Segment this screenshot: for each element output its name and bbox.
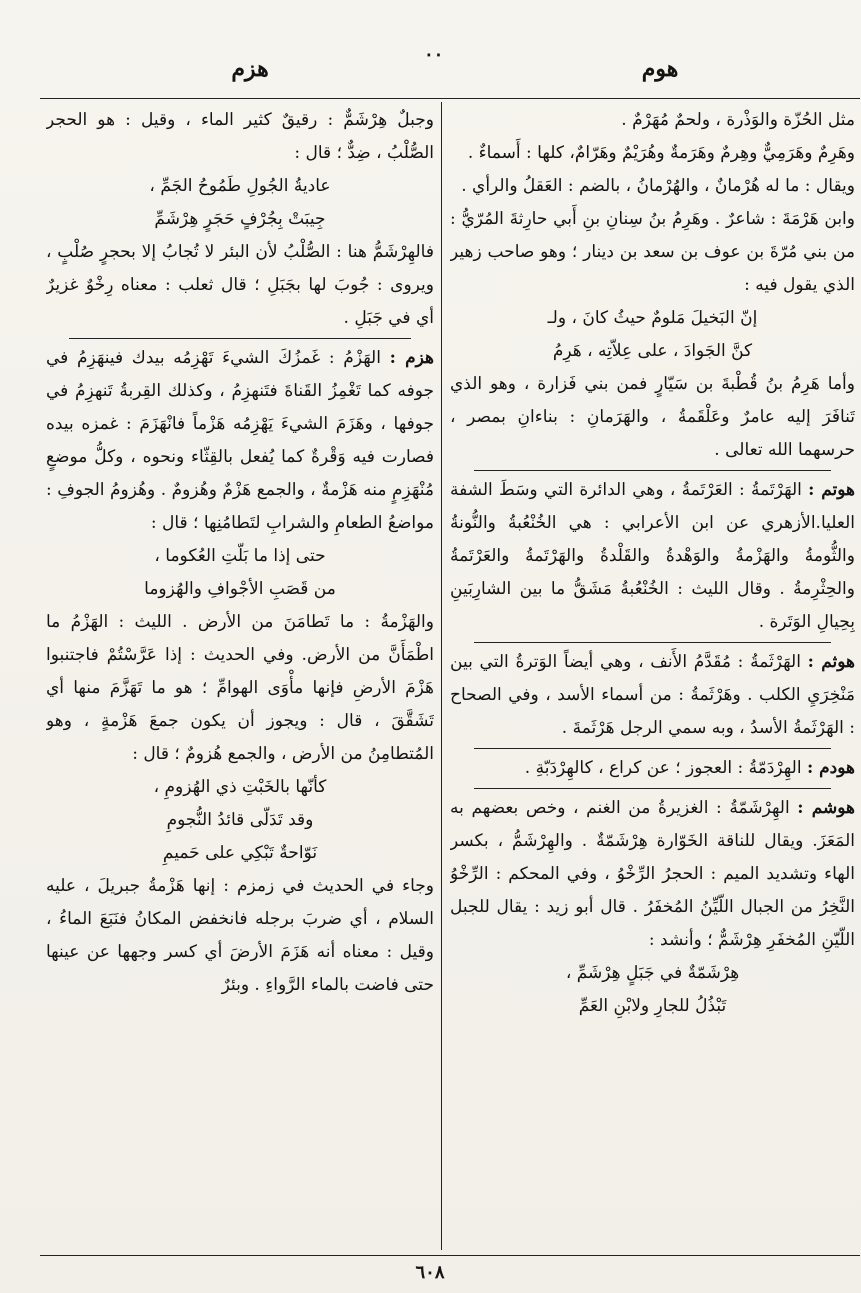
verse-line: وقد تَدَلّى قائدُ النُّجومِ (166, 810, 314, 830)
entry-text: الهَزْمُ : غَمزُكَ الشيءَ تَهْزِمُه بيدك فينهَزِمُ في جوفه كما تَغْمِزُ القَناةَ فتَنهزِمُ ، وكذلك القِربةُ تَنهزِمُ في جوفها ، وهَزَمَ الشيءَ يَهْزِمُه هَزْماً فانْهَزَمَ : غمزه بيده فصارت فيه وَقْرةٌ كما يُفعل بالقِثّاء ونحوه ، وكلُّ موضعٍ مُنْهَزِمٍ منه هَزْمةٌ ، والجمع هَزْمٌ وهُزومٌ . وهُزومُ الجوفِ : مواضعُ الطعامِ والشرابِ لتَطامُنِها ؛ قال : (46, 348, 434, 533)
verse-line: كأنّها بالخَبْتِ ذي الهُزومِ ، (153, 777, 327, 797)
verse-line: جِيبَتْ بِجُرْفٍ حَجَرٍ هِرْشَمِّ (154, 209, 326, 229)
top-rule (40, 98, 860, 99)
entry-text: الهَرْتَمةُ : العَرْتَمةُ ، وهي الدائرة التي وسَطَ الشفة العليا.الأزهري عن ابن الأعرابي : هي الخُنْعُبةُ والنُّونةُ والثُّومةُ والهَزْمةُ والوَهْدةُ والقَلْدةُ والهَرْتَمةُ والعَرْتَمةُ والحِثْرِمةُ . وقال الليث : الخُنْعُبةُ مَشَقُّ ما بين الشارِبَينِ بِحِيالِ الوَتَرة . (450, 480, 855, 632)
verse-line: كنَّ الجَوادَ ، على عِلاّتِه ، هَرِمُ (552, 341, 753, 361)
paragraph: مثل الحُزّة والوَذْرة ، ولحمٌ مُهَرْمٌ . (621, 110, 855, 130)
dictionary-entry (450, 474, 855, 639)
entry-headword: هوثم : (807, 652, 855, 672)
guide-mark: ٠٠ (424, 44, 444, 65)
entry-separator (474, 642, 830, 643)
dictionary-entry (450, 646, 855, 745)
entry-separator (474, 748, 830, 749)
paragraph: وابن هَرْمَةَ : شاعرٌ . وهَرِمُ بنُ سِنانِ بنِ أَبي حارِثةَ المُرّيُّ : من بني مُرّةَ بن عوف بن سعد بن دينار ؛ وهو صاحب زهير الذي يقول فيه : (450, 209, 855, 295)
entry-separator (69, 338, 410, 339)
entry-text: الهِرْدَمّةُ : العجوز ؛ عن كراع ، كالهِرْدَبّةِ . (524, 758, 802, 778)
bottom-rule (40, 1255, 860, 1256)
verse-line: عاديةُ الجُولِ طَمُوحُ الجَمِّ ، (149, 176, 331, 196)
entry-separator (474, 788, 830, 789)
entry-text: الهِرْشَمّةُ : الغزيرةُ من الغنم ، وخص بعضهم به المَعَزَ. ويقال للناقة الخَوّارة هِرْشَمّةٌ . والهِرْشَمُّ ، بكسر الهاء وتشديد الميم : الحجرُ الرِّخْوُ ، وفي المحكم : الرِّخْوُ النَّخِرُ من الجبال اللّيِّنُ المُخفَرُ . قال أبو زيد : يقال للجبل اللّيّنِ المُخفَرِ هِرْشَمٌّ ؛ وأنشد : (450, 798, 855, 950)
verse-line: إنّ البَخيلَ مَلومٌ حيثُ كانَ ، ولـ (547, 308, 758, 328)
dictionary-entry (46, 342, 434, 540)
right-column (450, 104, 855, 1250)
dictionary-entry (450, 752, 855, 785)
verse-line: حتى إذا ما بَلّتِ العُكوما ، (154, 546, 326, 566)
page-number: ٦٠٨ (415, 1262, 445, 1283)
entry-separator (474, 470, 830, 471)
running-head-right: هوم (641, 56, 679, 82)
entry-text: الهَرْثَمةُ : مُقَدَّمُ الأَنف ، وهي أيضاً الوَترةُ التي بين مَنْخِرَيِ الكلب . وهَرْثَمةُ : من أسماء الأسد ، وفي الصحاح : الهَرْثَمةُ الأسدُ ، وبه سمي الرجل هَرْثَمةَ . (450, 652, 855, 738)
paragraph: وجبلٌ هِرْشَمٌّ : رقيقٌ كثير الماء ، وقيل : هو الحجر الصُّلْبُ ، ضِدٌّ ؛ قال : (46, 110, 434, 163)
dictionary-entry (450, 792, 855, 957)
verse-line: تَبْذُلُ للجارِ ولابْنِ العَمِّ (578, 996, 727, 1016)
paragraph: والهَزْمةُ : ما تَطامَنَ من الأرض . الليث : الهَزْمُ ما اطْمَأَنَّ من الأرض. وفي الحديث : إذا عَرَّسْتُمْ فاجتنبوا هَزْمَ الأرضِ فإنها مأْوَى الهوامِّ ؛ هو ما تَهَزَّمَ منها أي تَشَقَّقَ ، قال : ويجوز أن يكون جمعَ هَزْمةٍ ، وهو المُتطامِنُ من الأرض ، والجمع هُزومٌ ؛ قال : (46, 612, 434, 764)
paragraph: فالهِرْشَمُّ هنا : الصُّلْبُ لأن البئر لا تُجابُ إلا بحجرٍ صُلْبٍ ، ويروى : جُوبَ لها بجَبَلِ ؛ قال ثعلب : معناه رِخْوٌ غزيرٌ أي في جَبَلِ . (46, 242, 434, 328)
left-column (46, 104, 434, 1250)
paragraph: وأما هَرِمُ بنُ قُطْبةَ بن سَيّارٍ فمن بني فَزارة ، وهو الذي تَنافَرَ إليه عامرٌ وعَلْقَمةُ ، والهَرَمانِ : بناءانِ بمصر ، حرسهما الله تعالى . (450, 374, 855, 460)
verse-line: من قَصَبِ الأجْوافِ والهُزوما (144, 579, 336, 599)
paragraph: وجاء في الحديث في زمزم : إنها هَزْمةُ جبريلَ ، عليه السلام ، أي ضربَ برجله فانخفض المكانُ فنَبَعَ الماءُ ، وقيل : معناه أنه هَزَمَ الأرضَ أي كسر وجهها عن عينها حتى فاضت بالماء الرَّواءِ . وبئرٌ (46, 876, 434, 995)
verse-line: نَوّاحةٌ تَبْكِي على حَميمِ (162, 843, 318, 863)
entry-headword: هودم : (806, 758, 855, 778)
paragraph: وهَرِمٌ وهَرَمِيٌّ وهِرمٌ وهَرَمةٌ وهُرَيْمٌ وهَرّامٌ، كلها : أَسماءٌ . (467, 143, 855, 163)
verse-line: هِرْشَمّةٌ في جَبَلٍ هِرْشَمِّ ، (565, 963, 740, 983)
column-divider (441, 102, 442, 1250)
entry-headword: هزم : (389, 348, 434, 368)
entry-headword: هوشم : (797, 798, 855, 818)
running-head-left: هزم (231, 56, 269, 82)
entry-headword: هوتم : (808, 480, 855, 500)
paragraph: ويقال : ما له هُرْمانٌ ، والهُرْمانُ ، بالضم : العَقلُ والرأي . (461, 176, 855, 196)
